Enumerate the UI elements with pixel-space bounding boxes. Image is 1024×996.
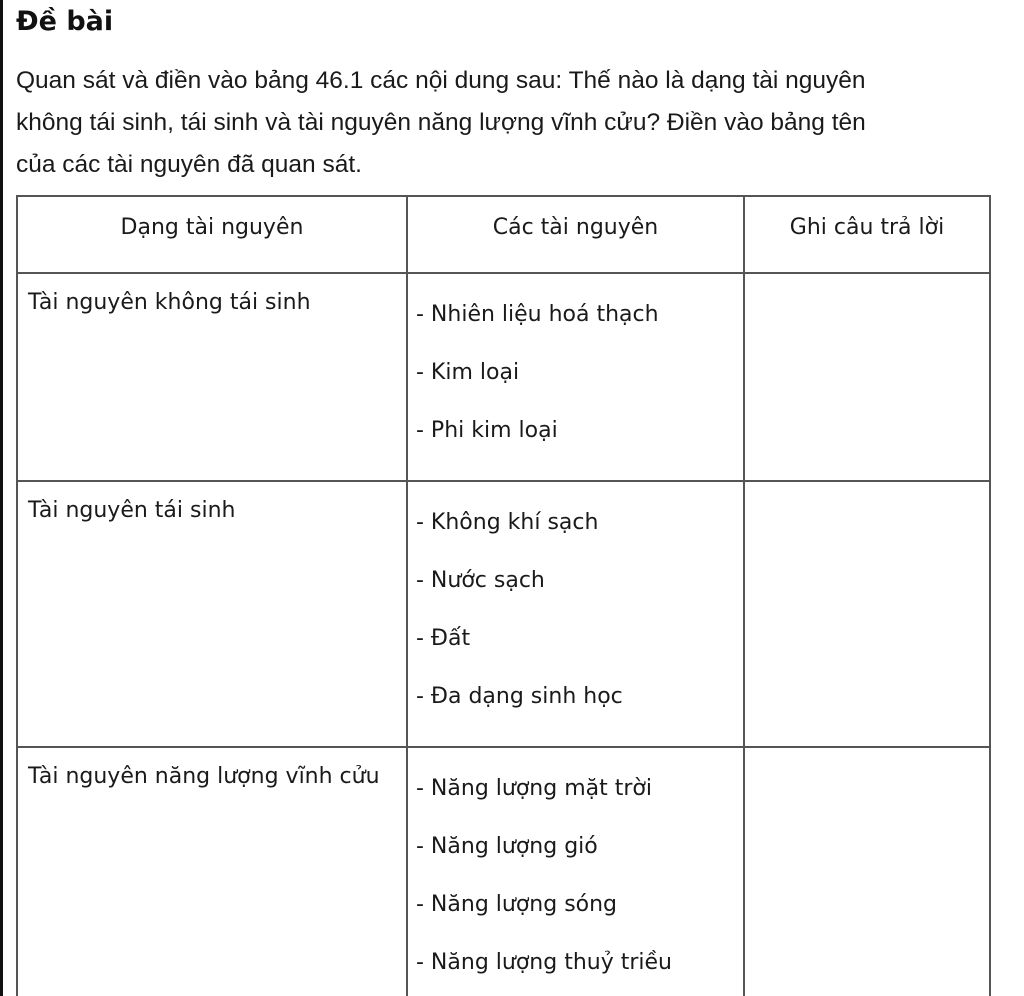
exercise-prompt (16, 60, 1001, 186)
answer-cell[interactable] (744, 273, 990, 481)
resource-type-cell: Tài nguyên tái sinh (17, 481, 407, 747)
resource-item: - Nhiên liệu hoá thạch (416, 302, 659, 327)
resource-item: - Năng lượng thuỷ triều (416, 950, 672, 975)
resource-item: - Kim loại (416, 360, 520, 385)
answer-cell[interactable] (744, 481, 990, 747)
resource-item: - Đa dạng sinh học (416, 684, 623, 709)
resource-item: - Năng lượng sóng (416, 892, 618, 917)
resources-cell (407, 747, 744, 996)
page-left-border (0, 0, 3, 996)
resource-item: - Không khí sạch (416, 510, 599, 535)
resources-cell (407, 481, 744, 747)
prompt-line: không tái sinh, tái sinh và tài nguyên năng lượng vĩnh cửu? Điền vào bảng tên (16, 109, 866, 136)
resource-item: - Năng lượng mặt trời (416, 776, 652, 801)
resources-cell (407, 273, 744, 481)
table-row (17, 747, 990, 996)
answer-cell[interactable] (744, 747, 990, 996)
header-resources: Các tài nguyên (407, 196, 744, 273)
resource-table (16, 195, 991, 996)
prompt-line: của các tài nguyên đã quan sát. (16, 151, 362, 178)
resource-item: - Đất (416, 626, 471, 651)
table-row (17, 273, 990, 481)
table-row (17, 481, 990, 747)
resource-type-cell: Tài nguyên không tái sinh (17, 273, 407, 481)
resource-item: - Năng lượng gió (416, 834, 598, 859)
exercise-heading: Đề bài (16, 6, 114, 37)
resource-item: - Phi kim loại (416, 418, 558, 443)
table-header-row (17, 196, 990, 273)
header-answer: Ghi câu trả lời (744, 196, 990, 273)
resource-type-cell: Tài nguyên năng lượng vĩnh cửu (17, 747, 407, 996)
prompt-line: Quan sát và điền vào bảng 46.1 các nội dung sau: Thế nào là dạng tài nguyên (16, 67, 866, 94)
header-resource-type: Dạng tài nguyên (17, 196, 407, 273)
resource-item: - Nước sạch (416, 568, 545, 593)
